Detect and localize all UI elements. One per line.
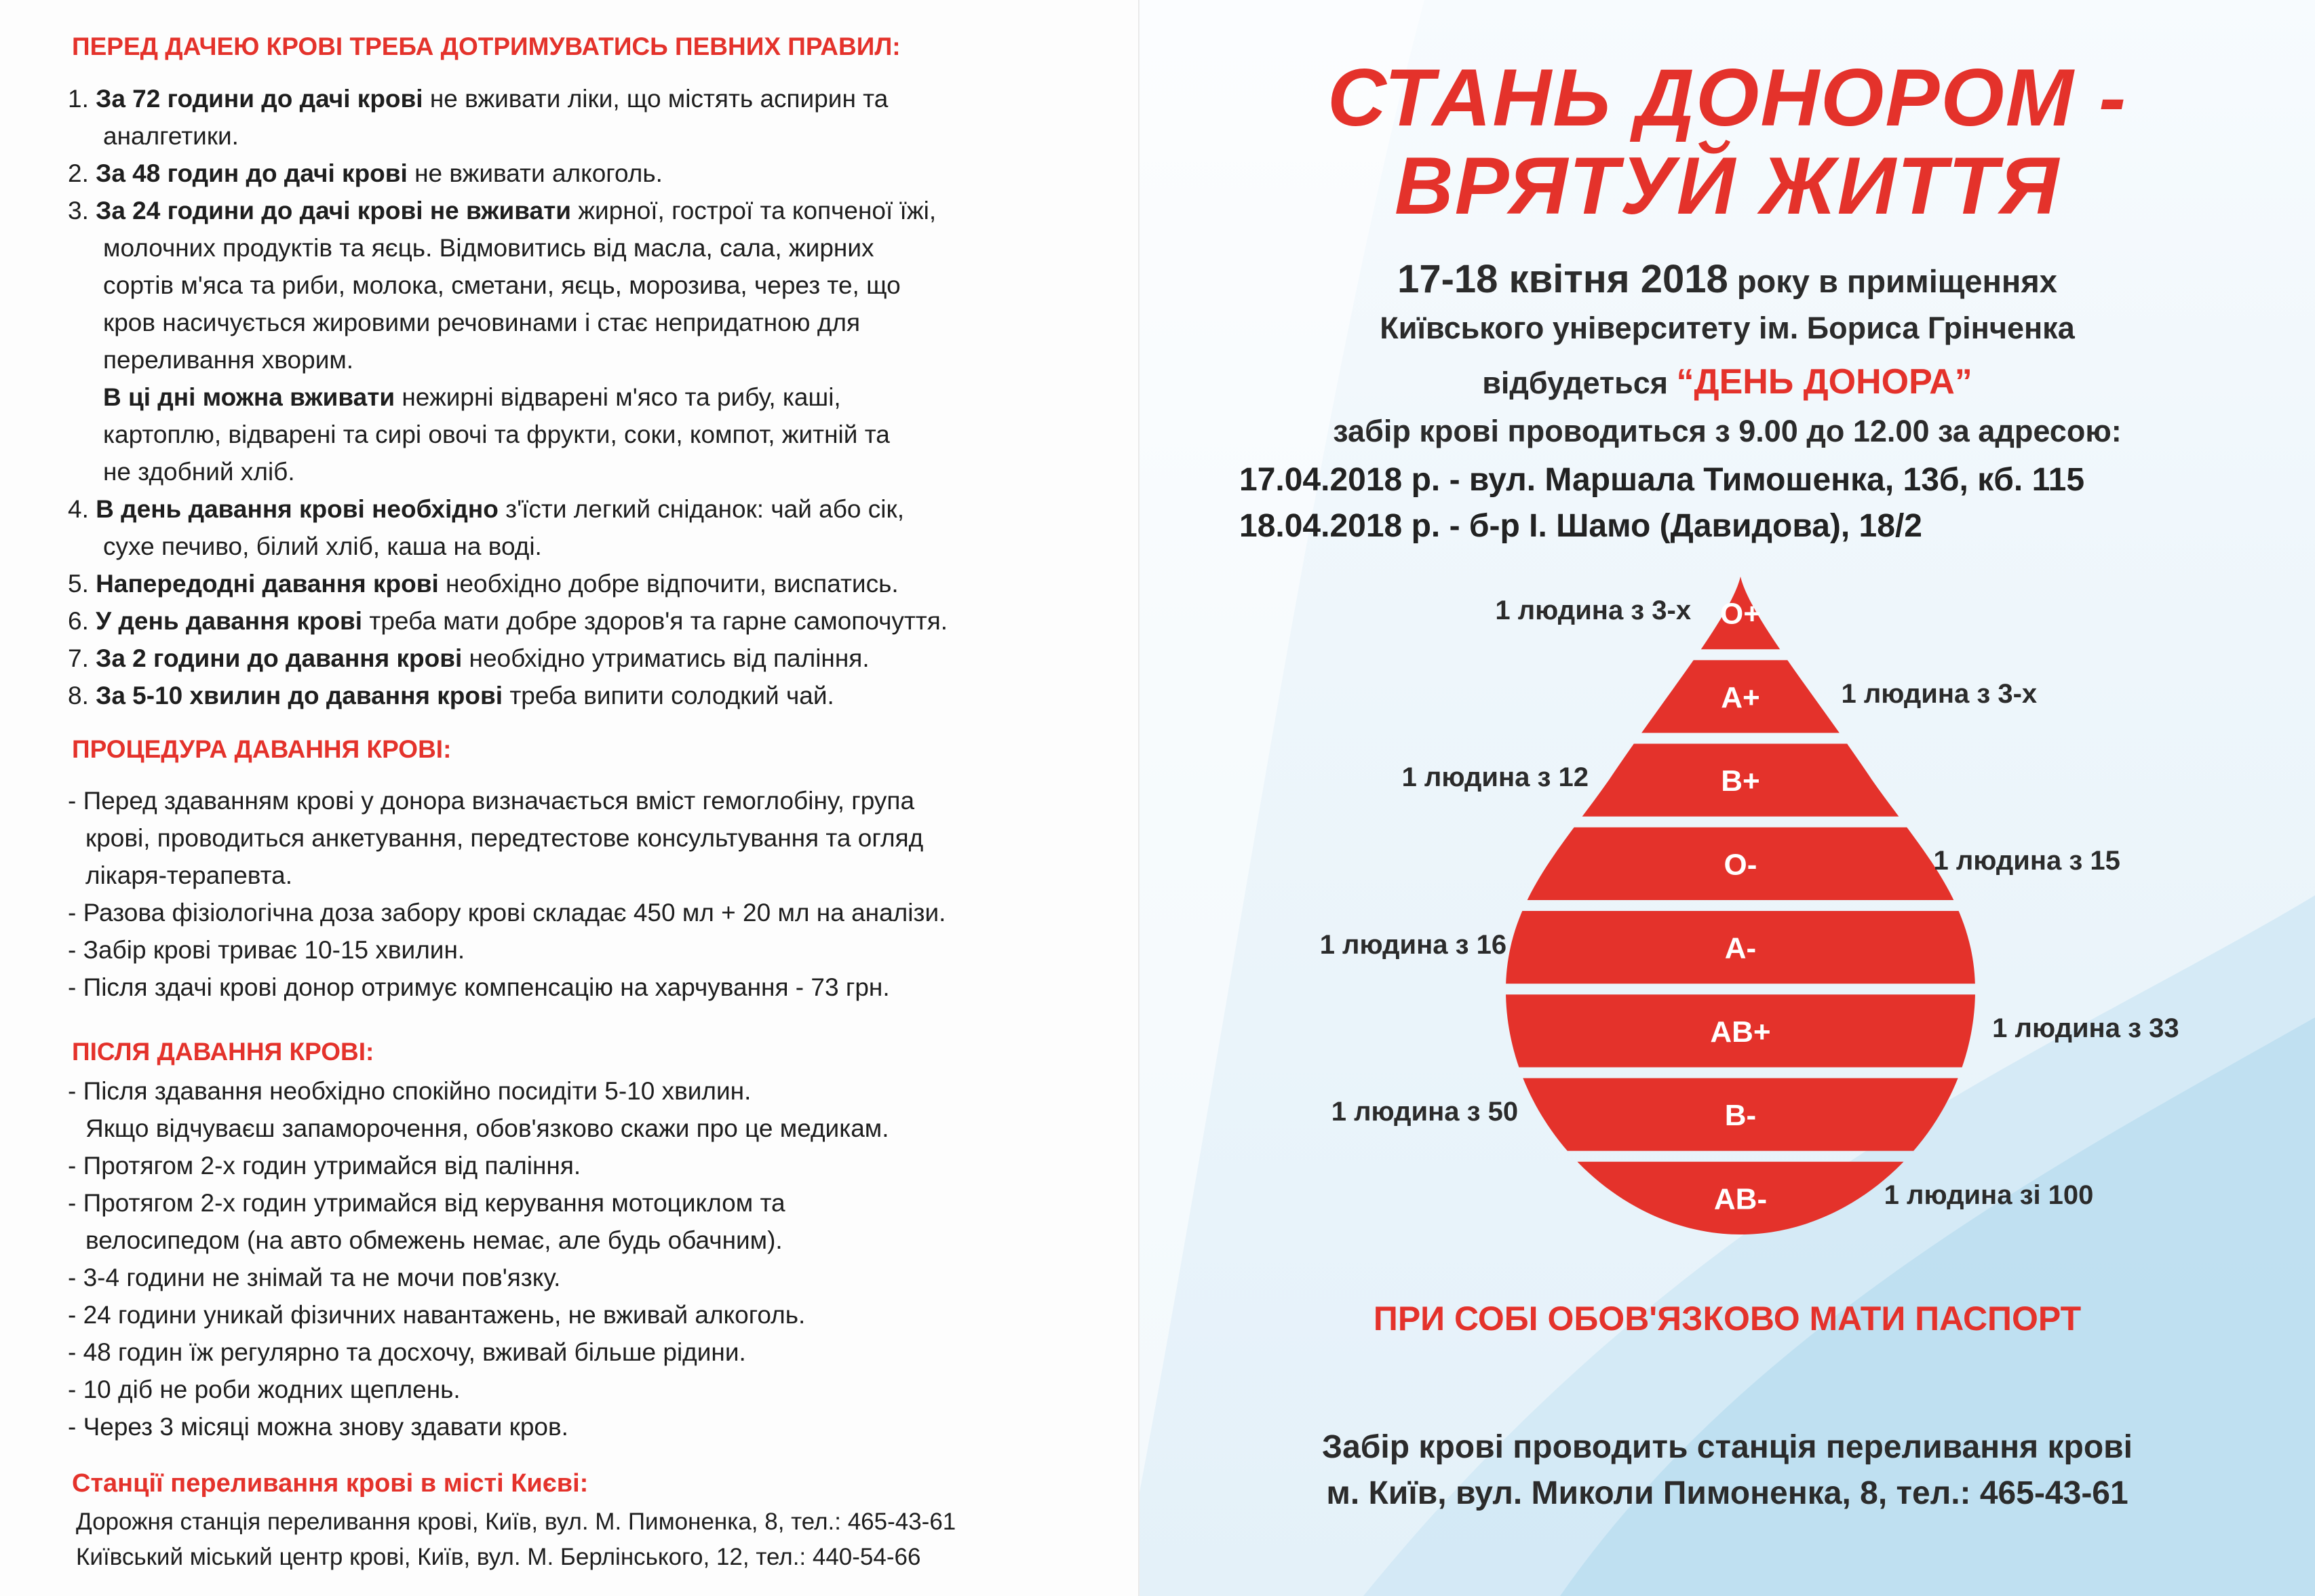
headline-line-2: ВРЯТУЙ ЖИТТЯ [1394, 140, 2061, 231]
blood-group-label: AB- [1713, 1182, 1768, 1216]
rule-emphasis: В день давання крові необхідно [96, 495, 499, 523]
rule-number: 1. [68, 85, 96, 113]
rule-continuation: сухе печиво, білий хліб, каша на воді. [103, 532, 542, 560]
rule-text: жирної, гострої та копченої їжі, [570, 197, 937, 225]
procedure-line: - Забір крові триває 10-15 хвилин. [68, 936, 465, 964]
blood-group-frequency: 1 людина з 15 [1933, 846, 2120, 876]
after-line: - Через 3 місяці можна знову здавати кров. [68, 1413, 568, 1441]
after-line: - 10 діб не роби жодних щеплень. [68, 1376, 461, 1403]
collection-hours: забір крові проводиться з 9.00 до 12.00 за адресою: [1333, 414, 2122, 448]
rule-text: треба мати добре здоров'я та гарне самопочуття. [362, 607, 948, 635]
rule-emphasis: За 24 години до дачі крові не вживати [96, 197, 571, 225]
rule-continuation: не здобний хліб. [103, 458, 295, 486]
after-line: - Протягом 2-х годин утримайся від паління. [68, 1152, 581, 1180]
rule-text: не вживати алкоголь. [407, 159, 663, 187]
rule-number: 4. [68, 495, 96, 523]
rules-title: ПЕРЕД ДАЧЕЮ КРОВІ ТРЕБА ДОТРИМУВАТИСЬ ПЕВНИХ ПРАВИЛ: [72, 33, 901, 60]
rule-emphasis: В ці дні можна вживати [103, 383, 395, 411]
blood-group-label: O+ [1720, 597, 1761, 631]
info-page-right [1140, 0, 2315, 1596]
info-page-left [0, 0, 1140, 1596]
rules-list [68, 80, 1126, 714]
rule-continuation: молочних продуктів та яєць. Відмовитись від масла, сала, жирних [103, 234, 874, 262]
station-line-2: м. Київ, вул. Миколи Пимоненка, 8, тел.: 465-43-61 [1326, 1475, 2128, 1511]
rule-number: 8. [68, 682, 96, 709]
headline-line-1: СТАНЬ ДОНОРОМ - [1327, 52, 2128, 143]
station-address: Дорожня станція переливання крові, Київ, вул. М. Пимоненка, 8, тел.: 465-43-61 [76, 1509, 956, 1535]
blood-group-frequency: 1 людина з 16 [1319, 929, 1507, 960]
blood-group-frequency: 1 людина з 12 [1401, 762, 1589, 793]
rule-continuation: картоплю, відварені та сирі овочі та фрукти, соки, компот, житній та [103, 421, 890, 448]
rule-item [68, 192, 1126, 229]
blood-group-label: A+ [1721, 680, 1760, 714]
blood-group-label: A- [1724, 931, 1757, 965]
blood-group-frequency: 1 людина з 50 [1331, 1097, 1519, 1127]
blood-group-label: B- [1724, 1099, 1757, 1133]
procedure-line: лікаря-терапевта. [85, 861, 293, 889]
rule-number: 3. [68, 197, 96, 225]
blood-drop-chart [1140, 577, 2315, 1255]
after-title: ПІСЛЯ ДАВАННЯ КРОВІ: [72, 1038, 374, 1066]
rule-text: необхідно добре відпочити, виспатись. [438, 570, 899, 598]
rule-emphasis: За 2 години до давання крові [96, 644, 463, 672]
rule-item [68, 602, 1126, 640]
rule-emphasis: У день давання крові [96, 607, 363, 635]
procedure-line: - Разова фізіологічна доза забору крові складає 450 мл + 20 мл на аналізи. [68, 899, 946, 927]
passport-notice: ПРИ СОБІ ОБОВ'ЯЗКОВО МАТИ ПАСПОРТ [1373, 1300, 2082, 1338]
rule-text: з'їсти легкий сніданок: чай або сік, [498, 495, 904, 523]
event-dates-bold: 17-18 квітня 2018 [1397, 257, 1728, 301]
address-day-2: 18.04.2018 р. - б-р І. Шамо (Давидова), 18/2 [1239, 508, 1922, 544]
rule-item [68, 155, 1126, 192]
rule-item [68, 640, 1126, 677]
procedure-line: - Після здачі крові донор отримує компенсацію на харчування - 73 грн. [68, 973, 890, 1001]
rule-emphasis: За 48 годин до дачі крові [96, 159, 408, 187]
rule-emphasis: Напередодні давання крові [96, 570, 439, 598]
after-line: Якщо відчуваєш запаморочення, обов'язково скажи про це медикам. [85, 1114, 889, 1142]
rule-continuation: сортів м'яса та риби, молока, сметани, яєць, морозива, через те, що [103, 271, 901, 299]
rule-item [68, 80, 1126, 117]
blood-group-frequency: 1 людина з 3-х [1495, 595, 1692, 625]
rule-text: треба випити солодкий чай. [503, 682, 834, 709]
station-line-1: Забір крові проводить станція переливання крові [1322, 1429, 2133, 1465]
happens-text: відбудеться [1482, 366, 1677, 400]
rule-item [68, 378, 1126, 416]
event-dates-rest: року в приміщеннях [1728, 263, 2057, 299]
rule-continuation: кров насичується жировими речовинами і стає непридатною для [103, 309, 861, 336]
rule-number: 7. [68, 644, 96, 672]
day-donor-title: “ДЕНЬ ДОНОРА” [1676, 362, 1972, 402]
rule-text: необхідно утриматись від паління. [462, 644, 870, 672]
rule-emphasis: За 72 години до дачі крові [96, 85, 423, 113]
after-line: - 3-4 години не знімай та не мочи пов'язку. [68, 1264, 561, 1291]
after-line: велосипедом (на авто обмежень немає, але будь обачним). [85, 1226, 783, 1254]
after-list [68, 1072, 1126, 1445]
event-dates [1140, 256, 2315, 302]
after-line: - Протягом 2-х годин утримайся від керування мотоциклом та [68, 1189, 785, 1217]
stations-title: Станції переливання крові в місті Києві: [72, 1469, 589, 1498]
rule-text: нежирні відварені м'ясо та рибу, каші, [395, 383, 841, 411]
rule-continuation: аналгетики. [103, 122, 239, 150]
event-name-line [1140, 362, 2315, 402]
university-name: Київського університету ім. Бориса Грінченка [1380, 311, 2075, 345]
station-address: Київський міський центр крові, Київ, вул. М. Берлінського, 12, тел.: 440-54-66 [76, 1544, 921, 1570]
address-day-1: 17.04.2018 р. - вул. Маршала Тимошенка, 13б, кб. 115 [1239, 462, 2085, 498]
stations-list [76, 1504, 1134, 1575]
rule-number: 5. [68, 570, 96, 598]
after-line: - 48 годин їж регулярно та досхочу, вживай більше рідини. [68, 1338, 746, 1366]
after-line: - Після здавання необхідно спокійно посидіти 5-10 хвилин. [68, 1077, 752, 1105]
rule-continuation: переливання хворим. [103, 346, 354, 374]
rule-item [68, 565, 1126, 602]
procedure-title: ПРОЦЕДУРА ДАВАННЯ КРОВІ: [72, 735, 452, 763]
procedure-list [68, 782, 1126, 1006]
procedure-line: - Перед здаванням крові у донора визначається вміст гемоглобіну, група [68, 787, 915, 815]
rule-text: не вживати ліки, що містять аспирин та [423, 85, 889, 113]
blood-group-label: O- [1724, 848, 1757, 882]
rule-item [68, 490, 1126, 528]
after-line: - 24 години уникай фізичних навантажень, не вживай алкоголь. [68, 1301, 806, 1329]
blood-group-frequency: 1 людина з 3-х [1841, 678, 2038, 709]
rule-number: 2. [68, 159, 96, 187]
blood-group-frequency: 1 людина з 33 [1992, 1013, 2179, 1043]
procedure-line: крові, проводиться анкетування, передтестове консультування та огляд [85, 824, 924, 852]
blood-group-label: B+ [1721, 764, 1760, 798]
rule-emphasis: За 5-10 хвилин до давання крові [96, 682, 503, 709]
rule-item [68, 677, 1126, 714]
rule-number: 6. [68, 607, 96, 635]
blood-group-frequency: 1 людина зі 100 [1884, 1180, 2094, 1211]
blood-group-label: AB+ [1710, 1015, 1771, 1049]
